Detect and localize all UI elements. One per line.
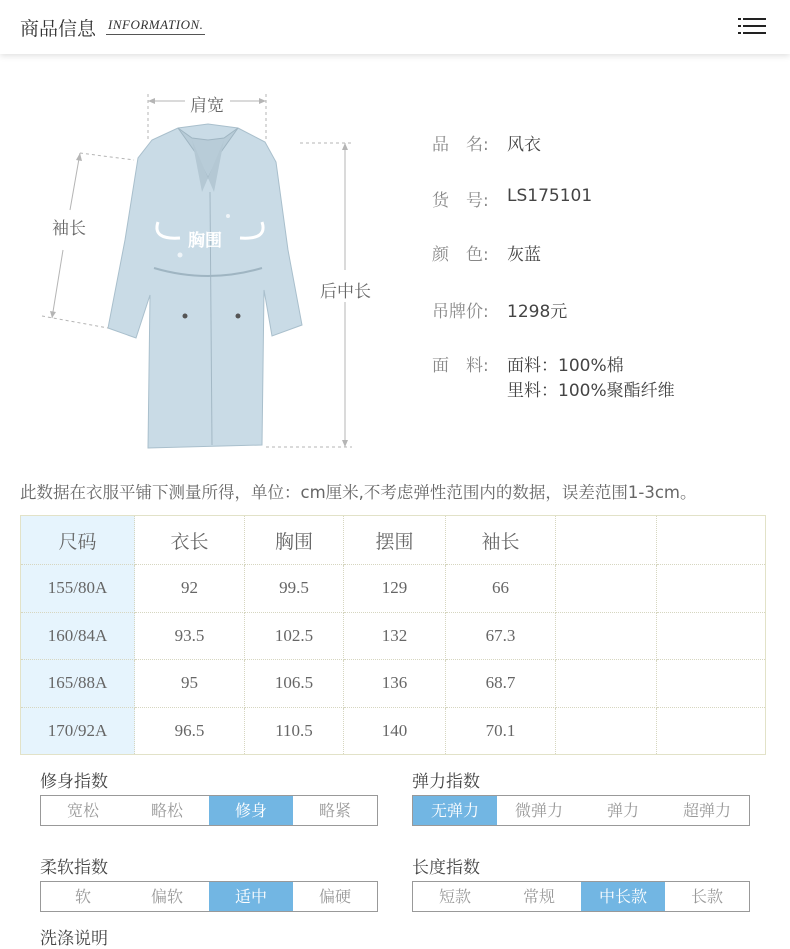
elasticity-index (412, 767, 731, 820)
table-cell (556, 660, 657, 708)
table-header-cell (657, 516, 766, 565)
length-index-scale (412, 881, 750, 912)
fit-option: 宽松 (66, 801, 99, 820)
softness-index-scale (40, 881, 378, 912)
table-cell: 68.7 (446, 660, 556, 708)
section-title: 商品信息 (20, 18, 97, 40)
fit-index-label: 修身指数 (40, 772, 108, 792)
table-header-cell: 衣长 (135, 516, 245, 565)
table-cell: 136 (344, 660, 446, 708)
measurement-note: 此数据在衣服平铺下测量所得，单位：cm厘米,不考虑弹性范围内的数据，误差范围1-3cm。 (20, 483, 697, 502)
length-option: 长款 (690, 887, 723, 906)
length-index (412, 853, 723, 906)
trench-coat-illustration (30, 80, 390, 460)
product-name-key: 品 名: (432, 135, 489, 155)
table-cell (657, 565, 766, 613)
table-cell: 99.5 (245, 565, 344, 613)
elasticity-index-label: 弹力指数 (412, 772, 480, 792)
table-cell (556, 612, 657, 660)
table-cell: 102.5 (245, 612, 344, 660)
sleeve-length-label: 袖长 (52, 219, 86, 239)
garment-diagram (30, 80, 390, 460)
table-header-cell: 袖长 (446, 516, 556, 565)
size-table (20, 515, 766, 755)
shoulder-width-label: 肩宽 (190, 96, 224, 116)
table-cell: 96.5 (135, 707, 245, 755)
fit-option: 略紧 (318, 801, 351, 820)
section-subtitle: INFORMATION. (106, 17, 205, 35)
table-cell: 170/92A (21, 707, 135, 755)
table-header-cell: 胸围 (245, 516, 344, 565)
table-cell: 160/84A (21, 612, 135, 660)
softness-option: 适中 (209, 882, 293, 911)
table-cell (657, 612, 766, 660)
table-header-cell (556, 516, 657, 565)
table-cell (657, 660, 766, 708)
product-fabric-lining: 里料：100%聚酯纤维 (507, 381, 675, 401)
table-header-row (21, 516, 766, 565)
length-option: 短款 (438, 887, 471, 906)
table-cell: 165/88A (21, 660, 135, 708)
elasticity-option: 超弹力 (682, 801, 731, 820)
table-row (21, 565, 766, 613)
table-cell (556, 707, 657, 755)
elasticity-option: 微弹力 (514, 801, 563, 820)
length-index-label: 长度指数 (412, 858, 480, 878)
fit-option: 略松 (150, 801, 183, 820)
table-row (21, 707, 766, 755)
product-name-value: 风衣 (507, 135, 541, 155)
product-sku-key: 货 号: (432, 191, 489, 211)
hamburger-menu-icon[interactable] (732, 14, 772, 40)
table-cell: 140 (344, 707, 446, 755)
table-cell: 67.3 (446, 612, 556, 660)
table-cell: 70.1 (446, 707, 556, 755)
table-row (21, 612, 766, 660)
fit-index (40, 767, 351, 820)
table-cell: 129 (344, 565, 446, 613)
table-cell: 93.5 (135, 612, 245, 660)
table-header-cell: 摆围 (344, 516, 446, 565)
length-option: 中长款 (581, 882, 665, 911)
product-price-value: 1298元 (507, 302, 568, 322)
product-sku-value: LS175101 (507, 186, 593, 206)
product-color-value: 灰蓝 (507, 245, 541, 265)
fit-option: 修身 (209, 796, 293, 825)
product-price-key: 吊牌价: (432, 302, 489, 322)
softness-index (40, 853, 351, 906)
table-cell (556, 565, 657, 613)
table-header-cell: 尺码 (21, 516, 135, 565)
table-cell (657, 707, 766, 755)
table-cell: 92 (135, 565, 245, 613)
product-fabric-outer: 面料：100%棉 (507, 356, 624, 376)
chest-label: 胸围 (188, 231, 222, 251)
table-row (21, 660, 766, 708)
table-cell: 155/80A (21, 565, 135, 613)
length-option: 常规 (522, 887, 555, 906)
top-header (0, 0, 790, 54)
softness-option: 偏硬 (318, 887, 351, 906)
table-cell: 132 (344, 612, 446, 660)
elasticity-index-scale (412, 795, 750, 826)
softness-option: 偏软 (150, 887, 183, 906)
table-cell: 110.5 (245, 707, 344, 755)
elasticity-option: 无弹力 (413, 796, 497, 825)
softness-option: 软 (74, 887, 91, 906)
table-cell: 106.5 (245, 660, 344, 708)
fit-index-scale (40, 795, 378, 826)
table-cell: 66 (446, 565, 556, 613)
product-color-key: 颜 色: (432, 245, 489, 265)
wash-instructions-title: 洗涤说明 (40, 929, 108, 949)
back-length-label: 后中长 (320, 282, 371, 302)
softness-index-label: 柔软指数 (40, 858, 108, 878)
table-cell: 95 (135, 660, 245, 708)
elasticity-option: 弹力 (606, 801, 639, 820)
product-fabric-key: 面 料: (432, 356, 489, 376)
